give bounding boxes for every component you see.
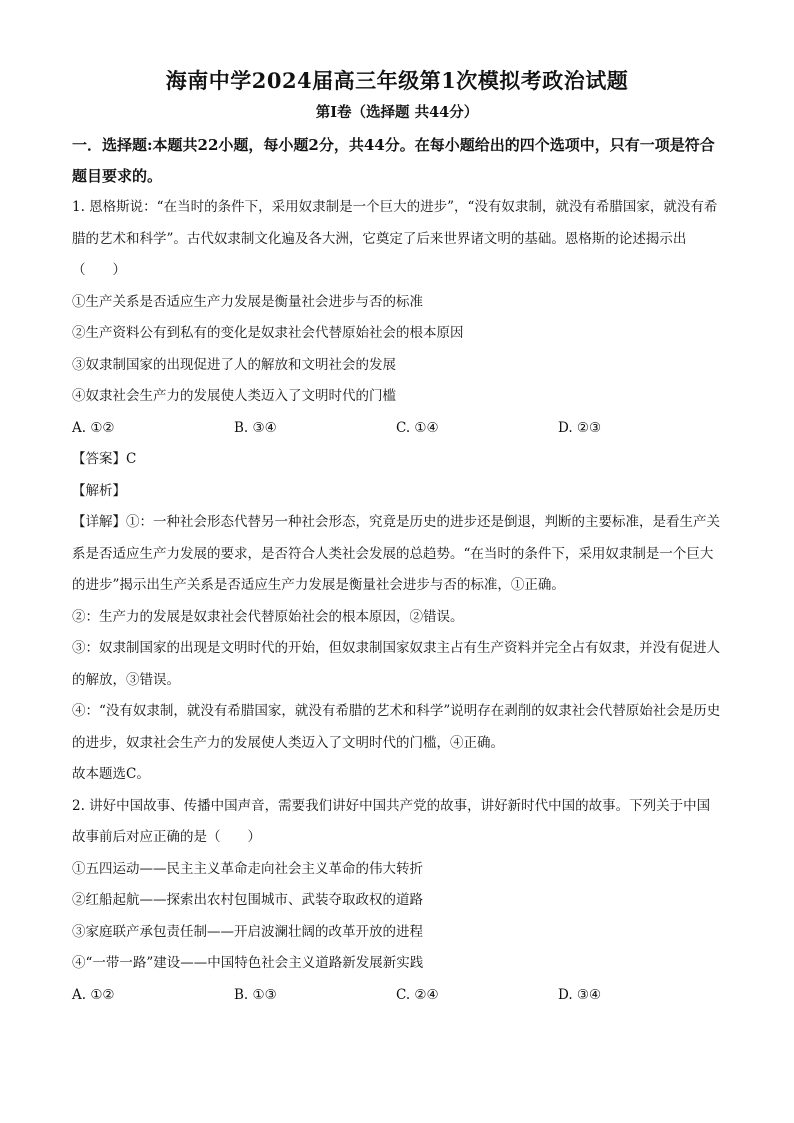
question-1-stem: 1. 恩格斯说：“在当时的条件下，采用奴隶制是一个巨大的进步”，“没有奴隶制，就没有希腊国家，就没有希腊的艺术和科学”。古代奴隶制文化遍及各大洲，它奠定了后来世界诸文明的基础。恩格斯的论述揭示出（ ） [72, 199, 718, 278]
answer-value: C [126, 451, 137, 467]
question-1-answer [72, 444, 722, 476]
section-heading: 一．选择题:本题共22小题，每小题2分，共44分。在每小题给出的四个选项中，只有一项是符合题目要求的。 [72, 136, 715, 185]
question-1-item-1: ①生产关系是否适应生产力发展是衡量社会进步与否的标准 [72, 293, 423, 310]
detail-text-1: ①：一种社会形态代替另一种社会形态，究竟是历史的进步还是倒退，判断的主要标准，是看生产关系是否适应生产力发展的要求，是否符合人类社会发展的总趋势。“在当时的条件下，采用奴隶制是一个巨大的进步”揭示出生产关系是否适应生产力发展是衡量社会进步与否的标准，①正确。 [72, 514, 720, 593]
question-2-item-1: ①五四运动——民主主义革命走向社会主义革命的伟大转折 [72, 860, 423, 877]
question-2-option-c: C. ②④ [396, 986, 439, 1003]
question-1-detail-4: ④：“没有奴隶制，就没有希腊国家，就没有希腊的艺术和科学”说明存在剥削的奴隶社会代替原始社会是历史的进步，奴隶社会生产力的发展使人类迈入了文明时代的门槛，④正确。 [72, 703, 721, 751]
question-2-item-2: ②红船起航——探索出农村包围城市、武装夺取政权的道路 [72, 892, 423, 908]
question-2-option-d: D. ③④ [558, 986, 602, 1003]
question-2-option-b: B. ①③ [234, 986, 277, 1003]
question-2-stem: 2. 讲好中国故事、传播中国声音，需要我们讲好中国共产党的故事，讲好新时代中国的故事。下列关于中国故事前后对应正确的是（ ） [72, 797, 711, 845]
question-1-detail-3: ③：奴隶制国家的出现是文明时代的开始，但奴隶制国家奴隶主占有生产资料并完全占有奴隶，并没有促进人的解放，③错误。 [72, 640, 720, 688]
answer-tag: 【答案】 [72, 451, 126, 467]
question-1-option-b: B. ③④ [234, 419, 277, 436]
question-2-option-a: A. ①② [72, 986, 115, 1003]
question-1-detail-1 [72, 507, 722, 602]
question-1-item-2: ②生产资料公有到私有的变化是奴隶社会代替原始社会的根本原因 [72, 325, 464, 341]
question-1-conclusion: 故本题选C。 [72, 766, 150, 782]
question-1-options [72, 413, 722, 445]
question-2 [72, 791, 722, 1012]
exam-title: 海南中学2024届高三年级第1次模拟考政治试题 [165, 68, 629, 93]
question-1-analysis-tag: 【解析】 [72, 482, 126, 499]
question-1-detail-2: ②：生产力的发展是奴隶社会代替原始社会的根本原因，②错误。 [72, 608, 464, 625]
question-2-item-4: ④“一带一路”建设——中国特色社会主义道路新发展新实践 [72, 955, 424, 971]
question-1-option-a: A. ①② [72, 419, 115, 436]
question-1-option-c: C. ①④ [396, 419, 439, 436]
detail-tag: 【详解】 [72, 514, 126, 530]
volume-heading: 第Ⅰ卷（选择题 共44分） [315, 104, 479, 121]
question-2-options [72, 980, 722, 1012]
question-1 [72, 192, 722, 791]
question-2-item-3: ③家庭联产承包责任制——开启波澜壮阔的改革开放的进程 [72, 923, 423, 940]
question-1-item-4: ④奴隶社会生产力的发展使人类迈入了文明时代的门槛 [72, 388, 396, 404]
question-1-option-d: D. ②③ [558, 419, 602, 436]
question-1-item-3: ③奴隶制国家的出现促进了人的解放和文明社会的发展 [72, 356, 396, 373]
